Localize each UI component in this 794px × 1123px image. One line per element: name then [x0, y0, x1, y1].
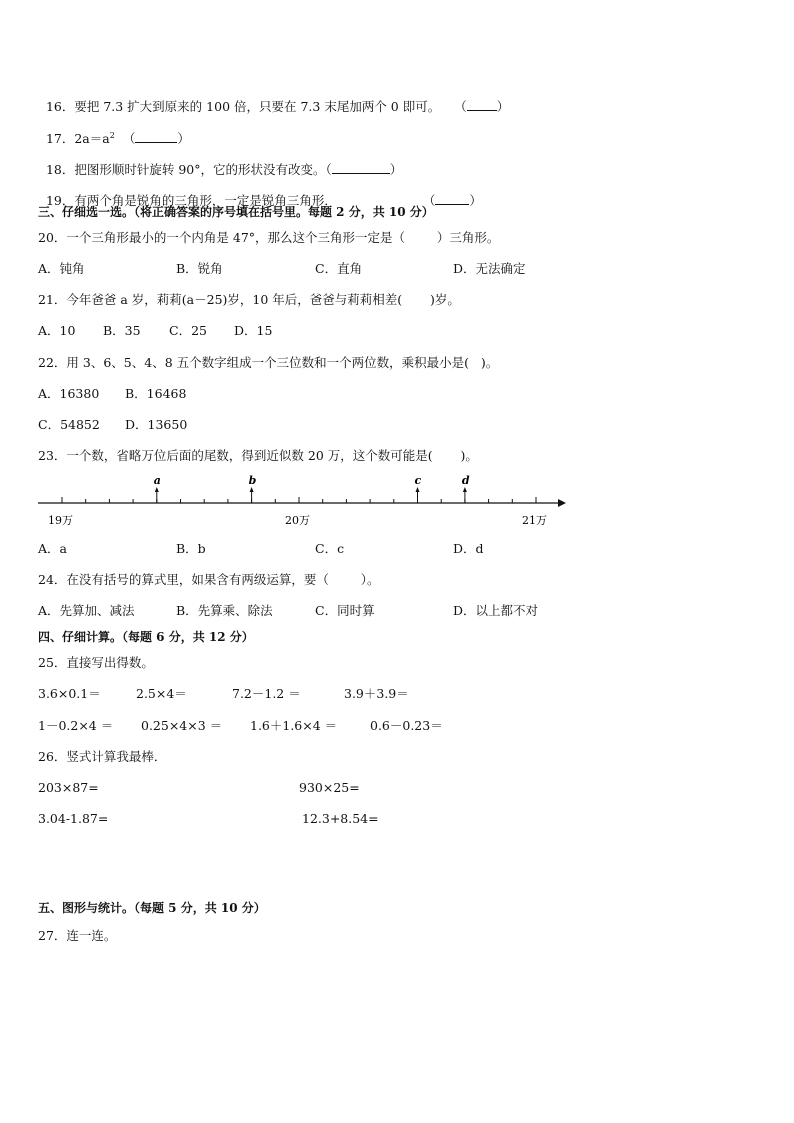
question-16: 16．要把 7.3 扩大到原来的 100 倍，只要在 7.3 末尾加两个 0 即可。 （ ） — [45, 99, 510, 114]
q21-option-a[interactable]: A．10 — [38, 323, 76, 338]
q20-option-a[interactable]: A．钝角 — [38, 261, 85, 276]
svg-text:d: d — [461, 474, 470, 487]
section-4-heading: 四、仔细计算。（每题 6 分，共 12 分） — [38, 630, 254, 644]
question-17-text: 17．2a＝a — [45, 131, 110, 146]
superscript: 2 — [109, 130, 115, 140]
question-26-text: 26．竖式计算我最棒． — [38, 749, 167, 764]
svg-text:a: a — [153, 474, 161, 487]
calc-item: 3.6×0.1＝ — [38, 686, 101, 701]
number-line-arrow — [558, 499, 566, 507]
answer-blank-17[interactable] — [135, 131, 177, 143]
vertical-calc-item: 12.3+8.54= — [302, 811, 379, 826]
question-19: 19．有两个角是锐角的三角形，一定是锐角三角形． （ ） — [45, 193, 482, 208]
question-27-text: 27．连一连。 — [38, 928, 117, 943]
q22-option-c[interactable]: C．54852 — [38, 417, 100, 432]
q21-option-c[interactable]: C．25 — [169, 323, 207, 338]
calc-item: 2.5×4＝ — [136, 686, 187, 701]
calc-item: 1.6＋1.6×4 ＝ — [250, 718, 338, 733]
q20-option-d[interactable]: D．无法确定 — [453, 261, 526, 276]
question-16-text: 16．要把 7.3 扩大到原来的 100 倍，只要在 7.3 末尾加两个 0 即可。 — [45, 99, 441, 114]
question-19-text: 19．有两个角是锐角的三角形，一定是锐角三角形． — [45, 193, 337, 208]
point-a — [154, 474, 161, 503]
calc-item: 1－0.2×4 ＝ — [38, 718, 114, 733]
q24-option-c[interactable]: C．同时算 — [315, 603, 375, 618]
q20-option-c[interactable]: C．直角 — [315, 261, 363, 276]
point-c — [415, 474, 422, 503]
answer-blank-18[interactable] — [332, 162, 390, 174]
q23-option-a[interactable]: A．a — [38, 541, 67, 556]
q24-option-b[interactable]: B．先算乘、除法 — [176, 603, 273, 618]
point-b — [249, 474, 257, 503]
point-d — [462, 474, 470, 503]
calc-item: 0.6－0.23＝ — [370, 718, 443, 733]
question-21-text: 21．今年爸爸 a 岁，莉莉(a－25)岁，10 年后，爸爸与莉莉相差( )岁。 — [38, 292, 460, 307]
q20-option-b[interactable]: B．锐角 — [176, 261, 223, 276]
vertical-calc-item: 930×25= — [299, 780, 360, 795]
svg-text:b: b — [248, 474, 257, 487]
vertical-calc-item: 3.04-1.87= — [38, 811, 109, 826]
calc-item: 0.25×4×3 ＝ — [141, 718, 223, 733]
q21-option-b[interactable]: B．35 — [103, 323, 141, 338]
question-18-text: 18．把图形顺时针旋转 90°，它的形状没有改变。 — [45, 162, 326, 177]
question-18: 18．把图形顺时针旋转 90°，它的形状没有改变。（ ） — [45, 162, 403, 177]
q24-option-a[interactable]: A．先算加、减法 — [38, 603, 135, 618]
q22-option-d[interactable]: D．13650 — [125, 417, 188, 432]
question-20-text: 20．一个三角形最小的一个内角是 47°，那么这个三角形一定是（ ）三角形。 — [38, 230, 500, 245]
q23-option-d[interactable]: D．d — [453, 541, 484, 556]
question-22-text: 22．用 3、6、5、4、8 五个数字组成一个三位数和一个两位数，乘积最小是( )。 — [38, 355, 499, 370]
q21-option-d[interactable]: D．15 — [234, 323, 273, 338]
q22-option-b[interactable]: B．16468 — [125, 386, 187, 401]
number-line — [38, 470, 578, 530]
question-23-text: 23．一个数，省略万位后面的尾数，得到近似数 20 万，这个数可能是( )。 — [38, 448, 478, 463]
calc-item: 7.2－1.2 ＝ — [232, 686, 301, 701]
label-20wan: 20万 — [285, 514, 310, 527]
vertical-calc-item: 203×87= — [38, 780, 99, 795]
section-3-heading: 三、仔细选一选。（将正确答案的序号填在括号里。每题 2 分，共 10 分） — [38, 205, 434, 219]
calc-item: 3.9＋3.9＝ — [344, 686, 409, 701]
q24-option-d[interactable]: D．以上都不对 — [453, 603, 539, 618]
answer-blank-19[interactable] — [435, 193, 469, 205]
label-19wan: 19万 — [48, 514, 73, 527]
q23-option-c[interactable]: C．c — [315, 541, 345, 556]
q23-option-b[interactable]: B．b — [176, 541, 206, 556]
question-25-text: 25．直接写出得数。 — [38, 655, 154, 670]
q22-option-a[interactable]: A．16380 — [38, 386, 100, 401]
svg-text:c: c — [414, 474, 422, 487]
question-17: 17．$2a=a^2$ （ ） — [45, 130, 190, 146]
section-5-heading: 五、图形与统计。（每题 5 分，共 10 分） — [38, 901, 266, 915]
label-21wan: 21万 — [522, 514, 547, 527]
answer-blank-16[interactable] — [467, 99, 497, 111]
question-24-text: 24．在没有括号的算式里，如果含有两级运算，要（ ）。 — [38, 572, 380, 587]
